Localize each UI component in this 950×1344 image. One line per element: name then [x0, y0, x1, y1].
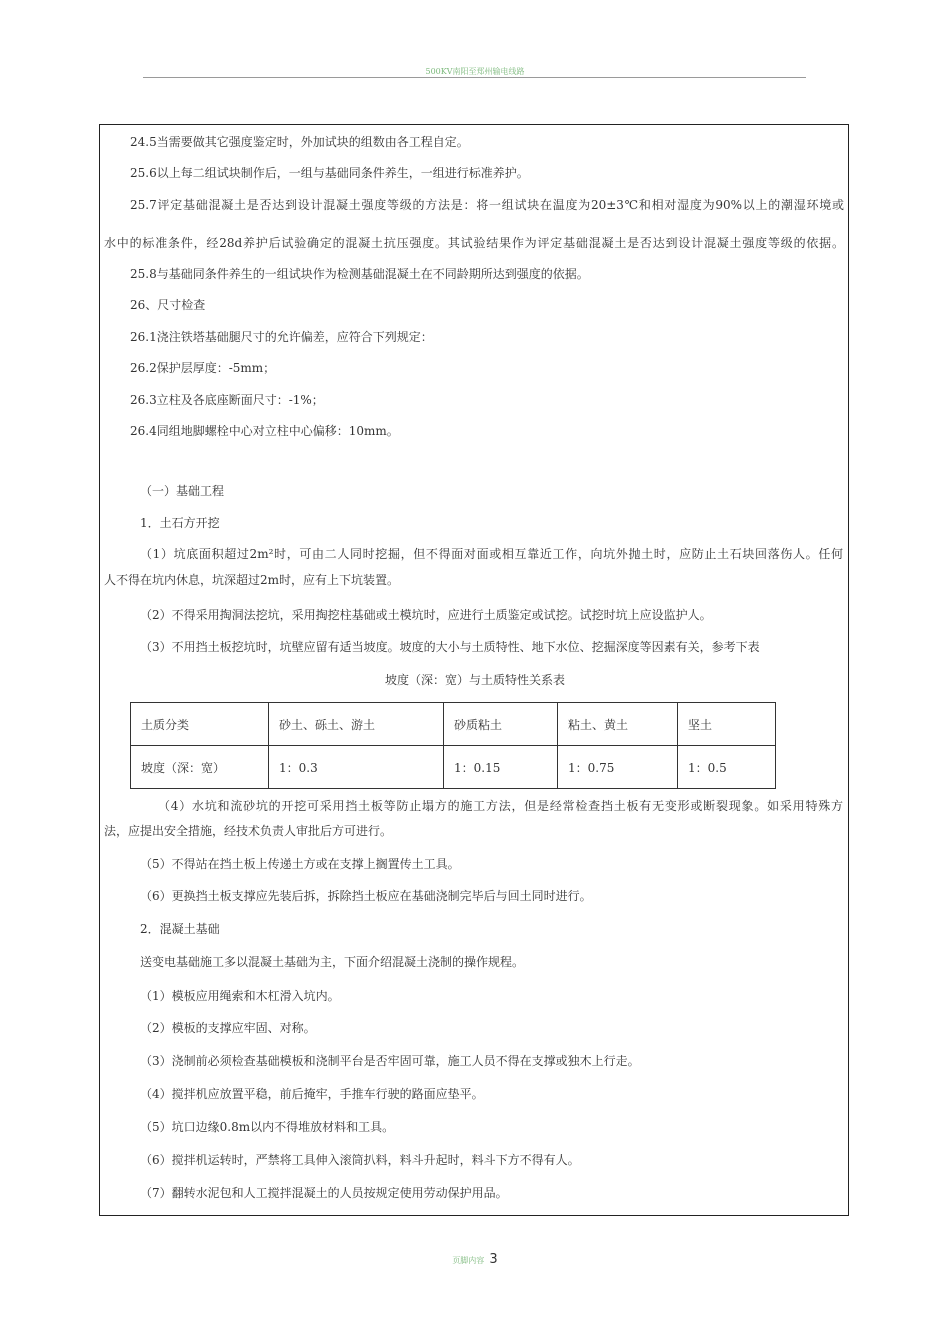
paragraph-concrete-6: （6）搅拌机运转时，严禁将工具伸入滚筒扒料，料斗升起时，料斗下方不得有人。	[140, 1153, 580, 1167]
paragraph-excavation-1: （1）坑底面积超过2m²时，可由二人同时挖掘，但不得面对面或相互靠近工作，向坑外抛土时，应防止土石块回落伤人。任何	[140, 547, 843, 561]
footer-label: 页脚内容	[452, 1256, 485, 1265]
page-number: 3	[489, 1252, 498, 1267]
table-cell: 砂土、砾土、游土	[269, 703, 444, 746]
paragraph-25-8: 25.8与基础同条件养生的一组试块作为检测基础混凝土在不同龄期所达到强度的依据。	[130, 267, 589, 281]
paragraph-excavation-5: （5）不得站在挡土板上传递土方或在支撑上搁置传土工具。	[140, 857, 460, 871]
paragraph-25-7-cont: 水中的标准条件，经28d养护后试验确定的混凝土抗压强度。其试验结果作为评定基础混凝土是否达到设计混凝土强度等级的依据。	[104, 236, 844, 250]
table-cell: 1：0.75	[558, 746, 678, 789]
table-cell: 坡度（深：宽）	[131, 746, 269, 789]
paragraph-26-2: 26.2保护层厚度：-5mm；	[130, 361, 276, 375]
paragraph-excavation-4: （4）水坑和流砂坑的开挖可采用挡土板等防止塌方的施工方法，但是经常检查挡土板有无变形或断裂现象。如采用特殊方	[158, 799, 843, 813]
paragraph-25-6: 25.6以上每二组试块制作后，一组与基础同条件养生，一组进行标准养护。	[130, 166, 529, 180]
paragraph-concrete-4: （4）搅拌机应放置平稳，前后掩牢，手推车行驶的路面应垫平。	[140, 1087, 484, 1101]
table-row	[131, 703, 776, 746]
soil-slope-table	[130, 702, 776, 789]
table-cell: 粘土、黄土	[558, 703, 678, 746]
paragraph-26-3: 26.3立柱及各底座断面尺寸：-1%；	[130, 393, 324, 407]
page-footer	[0, 1248, 950, 1267]
table-cell: 土质分类	[131, 703, 269, 746]
paragraph-concrete-1: （1）模板应用绳索和木杠滑入坑内。	[140, 989, 340, 1003]
subheading-excavation: 1．土石方开挖	[140, 516, 220, 530]
paragraph-excavation-2: （2）不得采用掏洞法挖坑，采用掏挖柱基础或土模坑时，应进行土质鉴定或试挖。试挖时坑上应设监护人。	[140, 608, 712, 622]
subheading-concrete: 2．混凝土基础	[140, 922, 220, 936]
table-cell: 1：0.3	[269, 746, 444, 789]
table-cell: 坚土	[678, 703, 776, 746]
content-frame	[99, 124, 849, 1216]
page-header-title: 500KV南阳至郑州输电线路	[425, 67, 525, 76]
table-cell: 1：0.5	[678, 746, 776, 789]
paragraph-25-7: 25.7评定基础混凝土是否达到设计混凝土强度等级的方法是：将一组试块在温度为20±3℃和相对湿度为90%以上的潮湿环境或	[130, 198, 844, 212]
header-divider	[143, 77, 806, 78]
paragraph-26-1: 26.1浇注铁塔基础腿尺寸的允许偏差，应符合下列规定：	[130, 330, 433, 344]
paragraph-concrete-3: （3）浇制前必须检查基础模板和浇制平台是否牢固可靠，施工人员不得在支撑或独木上行走。	[140, 1054, 640, 1068]
paragraph-excavation-3: （3）不用挡土板挖坑时，坑壁应留有适当坡度。坡度的大小与土质特性、地下水位、挖掘深度等因素有关，参考下表	[140, 640, 760, 654]
table-cell: 1：0.15	[444, 746, 558, 789]
paragraph-26-4: 26.4同组地脚螺栓中心对立柱中心偏移：10mm。	[130, 424, 399, 438]
paragraph-excavation-4-cont: 法，应提出安全措施，经技术负责人审批后方可进行。	[104, 824, 393, 838]
paragraph-24-5: 24.5当需要做其它强度鉴定时，外加试块的组数由各工程自定。	[130, 135, 469, 149]
table-cell: 砂质粘土	[444, 703, 558, 746]
paragraph-concrete-7: （7）翻转水泥包和人工搅拌混凝土的人员按规定使用劳动保护用品。	[140, 1186, 508, 1200]
paragraph-excavation-1-cont: 人不得在坑内休息，坑深超过2m时，应有上下坑装置。	[104, 573, 400, 587]
table-row	[131, 746, 776, 789]
table-caption: 坡度（深：宽）与土质特性关系表	[384, 673, 565, 687]
paragraph-concrete-2: （2）模板的支撑应牢固、对称。	[140, 1021, 316, 1035]
paragraph-concrete-intro: 送变电基础施工多以混凝土基础为主，下面介绍混凝土浇制的操作规程。	[140, 955, 525, 969]
section-heading-foundation: （一）基础工程	[140, 484, 225, 498]
paragraph-concrete-5: （5）坑口边缘0.8m以内不得堆放材料和工具。	[140, 1120, 395, 1134]
paragraph-excavation-6: （6）更换挡土板支撑应先装后拆，拆除挡土板应在基础浇制完毕后与回土同时进行。	[140, 889, 592, 903]
heading-26: 26、尺寸检查	[130, 298, 206, 312]
